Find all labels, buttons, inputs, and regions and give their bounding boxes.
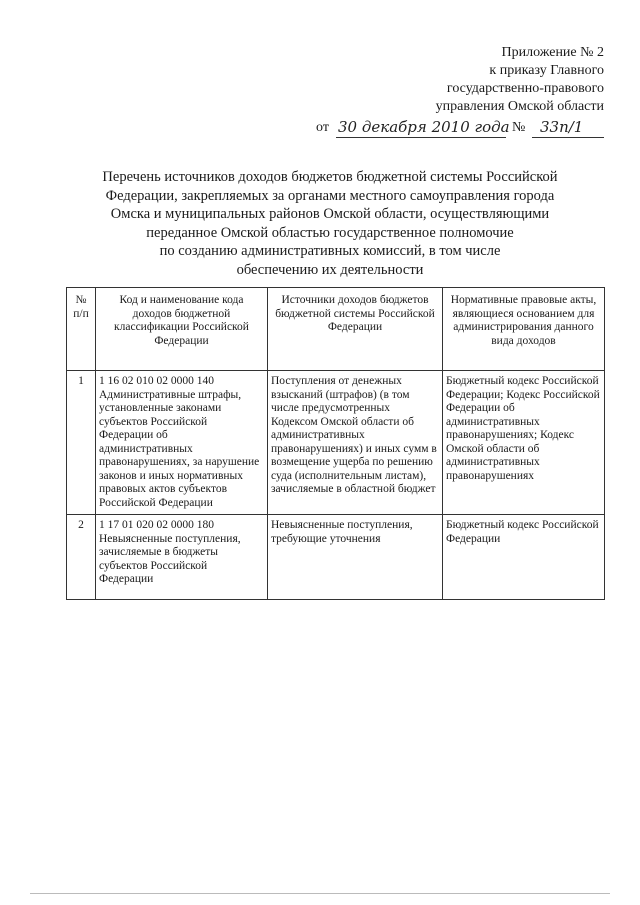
row-code-name (96, 515, 268, 600)
header-number: № п/п (67, 288, 96, 371)
title-line: Перечень источников доходов бюджетов бюджетной системы Российской (102, 169, 558, 185)
budget-code: 1 16 02 010 02 0000 140 (99, 375, 214, 387)
order-date-number-line (316, 118, 606, 142)
appendix-label: Приложение № 2 (501, 45, 604, 60)
page-bottom-rule (30, 893, 610, 894)
header-sources: Источники доходов бюджетов бюджетной системы Российской Федерации (268, 288, 443, 371)
title-line: Федерации, закрепляемых за органами местного самоуправления города (105, 187, 555, 204)
row-acts: Бюджетный кодекс Российской Федерации; Кодекс Российской Федерации об административных правонарушениях; Кодекс Омской области об административных правонарушениях (443, 371, 605, 515)
document-title (70, 168, 590, 279)
number-underline (532, 137, 604, 138)
document-header (374, 44, 604, 116)
budget-code-name: Административные штрафы, установленные законами субъектов Российской Федерации об административных правонарушениях, за нарушение законов и иных нормативных правовых актов субъектов Российской Федерации (99, 388, 260, 509)
table-header-row (67, 288, 605, 371)
header-normative-acts: Нормативные правовые акты, являющиеся основанием для администрирования данного вида доходов (443, 288, 605, 371)
row-code-name (96, 371, 268, 515)
order-reference: к приказу Главного (489, 63, 604, 78)
budget-code-name: Невыясненные поступления, зачисляемые в бюджеты субъектов Российской Федерации (99, 532, 241, 585)
title-line: Омска и муниципальных районов Омской области, осуществляющими (110, 206, 550, 222)
number-sign: № (512, 120, 526, 135)
from-prefix: от (316, 120, 329, 135)
revenue-sources-table (66, 287, 605, 600)
row-number: 2 (67, 515, 96, 600)
department-region: управления Омской области (435, 99, 604, 114)
row-number: 1 (67, 371, 96, 515)
table-row (67, 371, 605, 515)
budget-code: 1 17 01 020 02 0000 180 (99, 519, 214, 531)
row-source: Поступления от денежных взысканий (штрафов) (в том числе предусмотренных Кодексом Омской области об административных правонарушениях) и иных сумм в возмещение ущерба по решению суда (исполнительным листам), зачисляемые в областной бюджет (268, 371, 443, 515)
header-code-name: Код и наименование кода доходов бюджетной классификации Российской Федерации (96, 288, 268, 371)
handwritten-number: 33п/1 (540, 118, 584, 136)
title-line: по созданию административных комиссий, в том числе (159, 243, 501, 259)
handwritten-date: 30 декабря 2010 года (338, 118, 510, 136)
date-underline (336, 137, 506, 138)
row-source: Невыясненные поступления, требующие уточнения (268, 515, 443, 600)
row-acts: Бюджетный кодекс Российской Федерации (443, 515, 605, 600)
title-line: переданное Омской областью государственное полномочие (146, 224, 514, 241)
table-row (67, 515, 605, 600)
title-line: обеспечению их деятельности (236, 261, 424, 278)
department-line: государственно-правового (446, 81, 604, 96)
